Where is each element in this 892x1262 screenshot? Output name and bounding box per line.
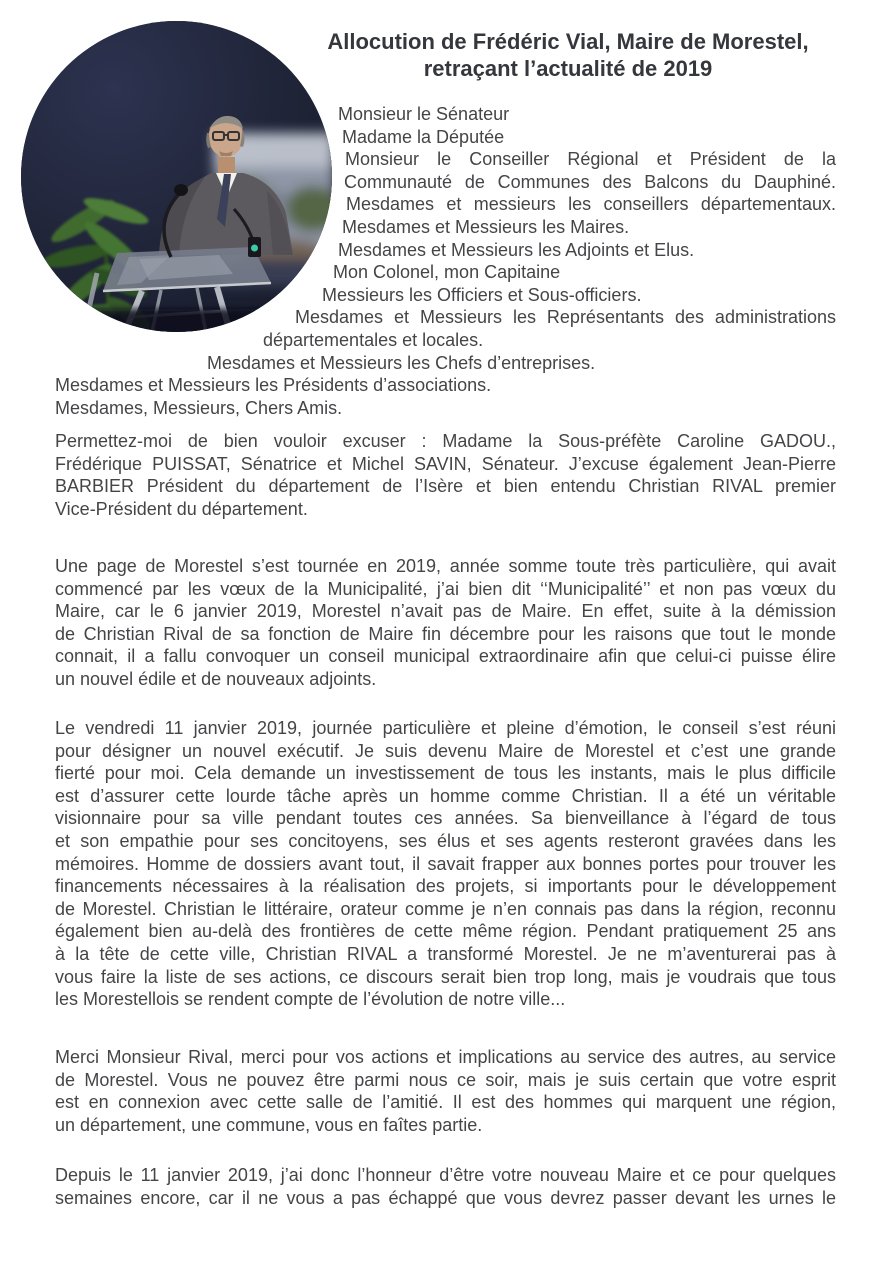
text-line: commencé par les vœux de la Municipalité, j’ai bien dit ‘‘Municipalité’’ et non pas vœux du [55, 578, 836, 599]
text-line: Allocution de Frédéric Vial, Maire de Morestel, [327, 29, 809, 54]
salutation-line: Mesdames et Messieurs les Présidents d’associations. [55, 375, 492, 396]
text-line: Merci Monsieur Rival, merci pour vos actions et implications au service des autres, au service [55, 1047, 836, 1067]
text-line: également bien au-delà des frontières de cette même région. Pendant pratiquement 25 ans [55, 921, 836, 942]
paragraph-merci-rival [55, 1046, 836, 1136]
text-line: et son empathie pour ses concitoyens, ses élus et ses agents resteront gravées dans les [55, 830, 836, 851]
text-line: de Morestel. Vous ne pouvez être parmi nous ce soir, mais je suis certain que votre esprit [55, 1069, 836, 1090]
text-line: visionnaire pour sa ville pendant toutes ces années. Sa bienveillance à l’égard de tous [55, 808, 836, 829]
salutation-line: Madame la Députée [342, 126, 505, 147]
paragraph-11-janvier [55, 717, 836, 1011]
salutation-line: Messieurs les Officiers et Sous-officiers. [322, 284, 642, 305]
text-line: pour désigner un nouvel exécutif. Je suis devenu Maire de Morestel et c’est une grande [55, 740, 836, 761]
text-line: financements nécessaires à la réalisation des projets, si importants pour le développement [55, 876, 836, 897]
paragraph-excuses [55, 430, 836, 520]
text-line: un département, une commune, vous en faîtes partie. [55, 1114, 483, 1135]
salutation-line: Mon Colonel, mon Capitaine [333, 262, 561, 283]
text-line: de Christian Rival de sa fonction de Maire fin décembre pour les raisons que tout le monde [55, 623, 836, 644]
paragraph-page-tournee [55, 555, 836, 691]
text-line: est d’assurer cette lourde tâche après un homme comme Christian. Il a été un véritable [55, 785, 836, 806]
text-line: Maire, car le 6 janvier 2019, Morestel n’avait pas de Maire. En effet, suite à la démission [55, 601, 836, 622]
page-title [300, 29, 836, 82]
text-line: est en connexion avec cette salle de l’amitié. Il est des hommes qui marquent une région, [55, 1092, 836, 1113]
text-line: mémoires. Homme de dossiers avant tout, il savait frapper aux bonnes portes pour trouver les [55, 853, 836, 874]
salutation-line: Mesdames, Messieurs, Chers Amis. [55, 397, 343, 418]
text-line: Permettez-moi de bien vouloir excuser : Madame la Sous-préfète Caroline GADOU., [55, 431, 836, 451]
text-line: fierté pour moi. Cela demande un investissement de tous les instants, mais le plus difficile [55, 763, 836, 784]
text-line: à la tête de cette ville, Christian RIVAL a transformé Morestel. Je ne m’aventurerai pas à [55, 943, 836, 964]
salutations-block [55, 103, 836, 419]
salutation-line: Mesdames et Messieurs les Maires. [342, 216, 630, 237]
text-line: Une page de Morestel s’est tournée en 2019, année somme toute très particulière, qui avait [55, 556, 836, 576]
text-line: un nouvel édile et de nouveaux adjoints. [55, 668, 377, 689]
salutation-line: Communauté de Communes des Balcons du Dauphiné. [344, 171, 836, 192]
salutation-line: Mesdames et Messieurs les Adjoints et Elus. [338, 239, 695, 260]
text-line: Vice-Président du département. [55, 498, 308, 519]
salutation-line: Monsieur le Sénateur [338, 104, 510, 124]
text-line: Le vendredi 11 janvier 2019, journée particulière et pleine d’émotion, le conseil s’est réuni [55, 718, 836, 738]
text-line: vous faire la liste de ses actions, ce discours serait bien trop long, mais je voudrais que tous [55, 966, 836, 987]
text-line: Frédérique PUISSAT, Sénatrice et Michel SAVIN, Sénateur. J’excuse également Jean-Pierre [55, 453, 836, 474]
text-line: Depuis le 11 janvier 2019, j’ai donc l’honneur d’être votre nouveau Maire et ce pour quelques [55, 1165, 836, 1185]
paragraph-depuis [55, 1164, 836, 1209]
text-line: de Morestel. Christian le littéraire, orateur comme je n’en connais pas dans la région, reconnu [55, 898, 836, 919]
salutation-line: Mesdames et Messieurs les Chefs d’entreprises. [207, 352, 596, 373]
salutation-line: départementales et locales. [263, 329, 484, 350]
salutation-line: Mesdames et messieurs les conseillers départementaux. [346, 194, 836, 215]
text-line: semaines encore, car il ne vous a pas échappé que vous devrez passer devant les urnes le [55, 1187, 836, 1208]
text-line: retraçant l’actualité de 2019 [423, 55, 713, 81]
text-line: BARBIER Président du département de l’Isère et bien entendu Christian RIVAL premier [55, 476, 836, 497]
salutation-line: Monsieur le Conseiller Régional et Président de la [345, 149, 836, 170]
salutation-line: Mesdames et Messieurs les Représentants des administrations [295, 307, 836, 328]
text-line: connait, il a fallu convoquer un conseil municipal extraordinaire afin que celui-ci puisse élire [55, 646, 836, 667]
text-line: les Morestellois se rendent compte de l’évolution de notre ville... [55, 989, 566, 1010]
